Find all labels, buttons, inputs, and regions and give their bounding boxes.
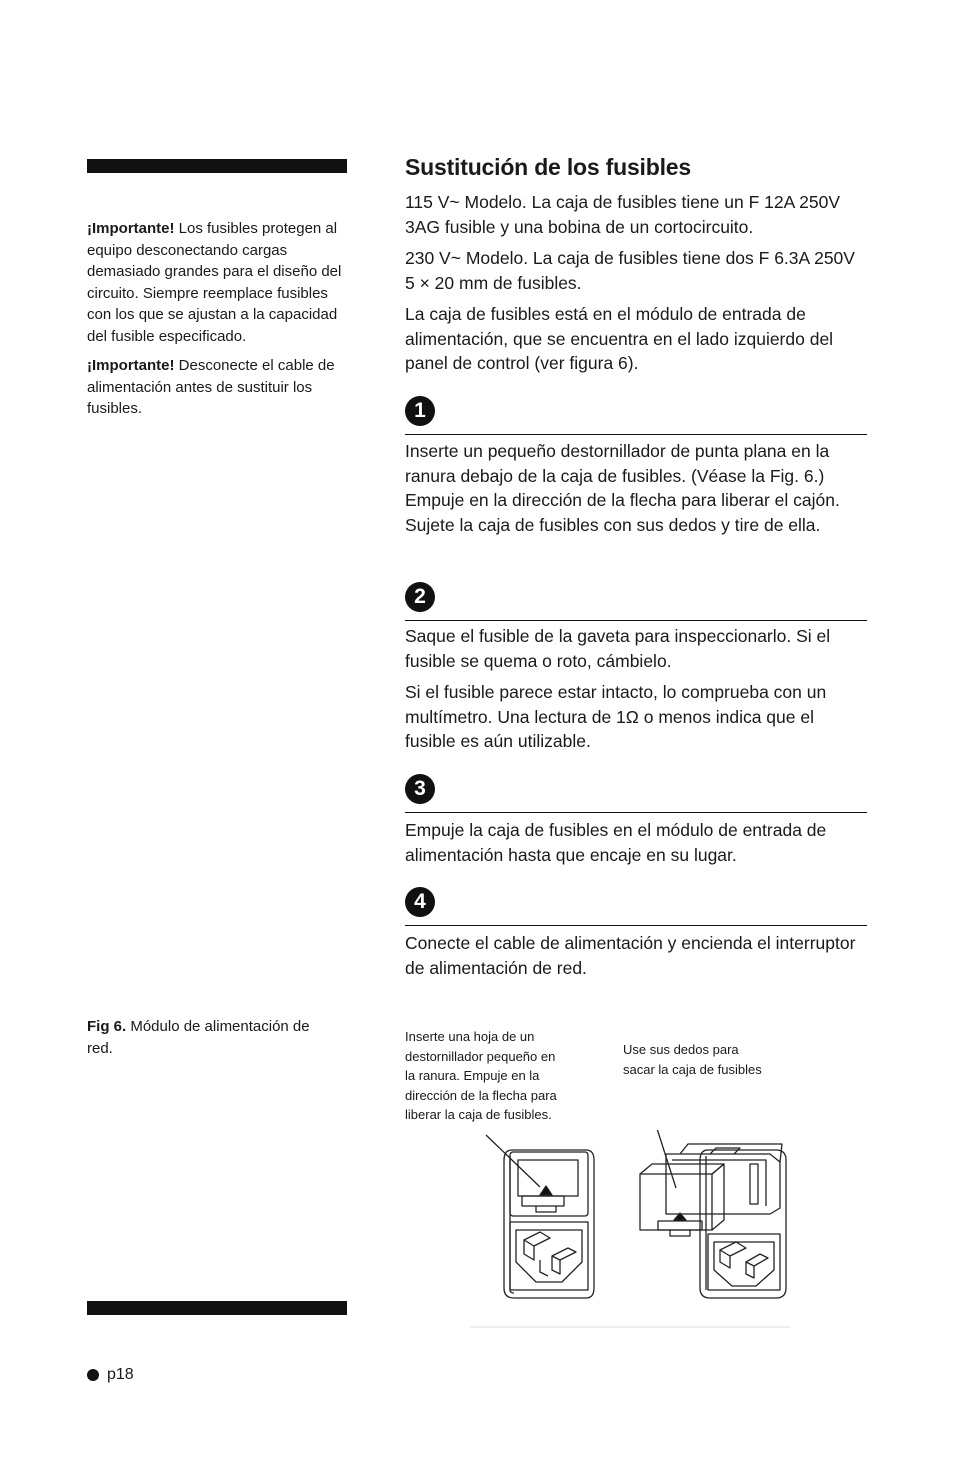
power-module-closed xyxy=(504,1150,594,1298)
important-note-2 xyxy=(87,355,349,420)
step-paragraph: Conecte el cable de alimentación y encienda el interruptor de alimentación de red. xyxy=(405,933,856,978)
page-footer xyxy=(87,1366,134,1384)
figure-label: Fig 6. xyxy=(87,1018,127,1035)
step-1-text xyxy=(405,439,867,544)
page-number: p18 xyxy=(107,1366,134,1383)
step-2-rule xyxy=(405,620,867,621)
step-2-number: 2 xyxy=(405,582,435,612)
callout-right xyxy=(623,1040,762,1079)
step-paragraph: Si el fusible parece estar intacto, lo comprueba con un multímetro. Una lectura de 1Ω o menos indica que el fusible es aún utilizable. xyxy=(405,682,827,751)
step-paragraph: Inserte un pequeño destornillador de punta plana en la ranura debajo de la caja de fusibles. (Véase la Fig. 6.) Empuje en la dirección de la flecha para liberar el cajón. Sujete la caja de fusibles con sus dedos y tire de ella. xyxy=(405,441,840,535)
callout-line: destornillador pequeño en xyxy=(405,1048,556,1064)
note-label: ¡Importante! xyxy=(87,357,175,374)
note-text: Los fusibles protegen al equipo desconectando cargas demasiado grandes para el diseño del circuito. Siempre reemplace fusibles con los que se ajustan a la capacidad del fusible especificado. xyxy=(87,220,342,345)
power-module-illustration xyxy=(440,1130,820,1335)
callout-line: Use sus dedos para xyxy=(623,1042,739,1057)
important-note-1 xyxy=(87,218,349,347)
intro-paragraph: 115 V~ Modelo. La caja de fusibles tiene un F 12A 250V 3AG fusible y una bobina de un cortocircuito. xyxy=(405,192,841,237)
step-4-text xyxy=(405,931,867,987)
intro-paragraph: La caja de fusibles está en el módulo de entrada de alimentación, que se encuentra en el lado izquierdo del panel de control (ver figura 6). xyxy=(405,304,834,373)
step-3-rule xyxy=(405,812,867,813)
top-sidebar-bar xyxy=(87,159,347,173)
step-3-text xyxy=(405,818,867,874)
step-3-number: 3 xyxy=(405,774,435,804)
leader-line-left xyxy=(486,1135,540,1187)
intro-paragraph: 230 V~ Modelo. La caja de fusibles tiene dos F 6.3A 250V 5 × 20 mm de fusibles. xyxy=(405,248,855,293)
callout-line: Inserte una hoja de un xyxy=(405,1029,535,1044)
callout-line: dirección de la flecha para xyxy=(405,1087,557,1103)
step-1-rule xyxy=(405,434,867,435)
sidebar-notes xyxy=(87,218,349,428)
callout-line: sacar la caja de fusibles xyxy=(623,1061,762,1077)
page-title: Sustitución de los fusibles xyxy=(405,154,691,180)
power-module-open xyxy=(640,1144,786,1298)
bottom-sidebar-bar xyxy=(87,1301,347,1315)
intro-section xyxy=(405,190,867,383)
callout-line: la ranura. Empuje en la xyxy=(405,1068,540,1083)
step-2-text xyxy=(405,624,867,761)
step-1-number: 1 xyxy=(405,396,435,426)
step-paragraph: Empuje la caja de fusibles en el módulo de entrada de alimentación hasta que encaje en su lugar. xyxy=(405,820,827,865)
callout-line: liberar la caja de fusibles. xyxy=(405,1107,552,1122)
note-text: Desconecte el cable de alimentación antes de sustituir los fusibles. xyxy=(87,357,335,417)
bullet-icon xyxy=(87,1369,99,1381)
callout-left xyxy=(405,1027,557,1125)
note-label: ¡Importante! xyxy=(87,220,175,237)
step-4-number: 4 xyxy=(405,887,435,917)
leader-line-right xyxy=(644,1130,676,1188)
figure-caption-text: Módulo de alimentación de red. xyxy=(87,1018,310,1057)
step-4-rule xyxy=(405,925,867,926)
figure-caption xyxy=(87,1016,327,1067)
step-paragraph: Saque el fusible de la gaveta para inspeccionarlo. Si el fusible se quema o roto, cámbielo. xyxy=(405,626,831,671)
